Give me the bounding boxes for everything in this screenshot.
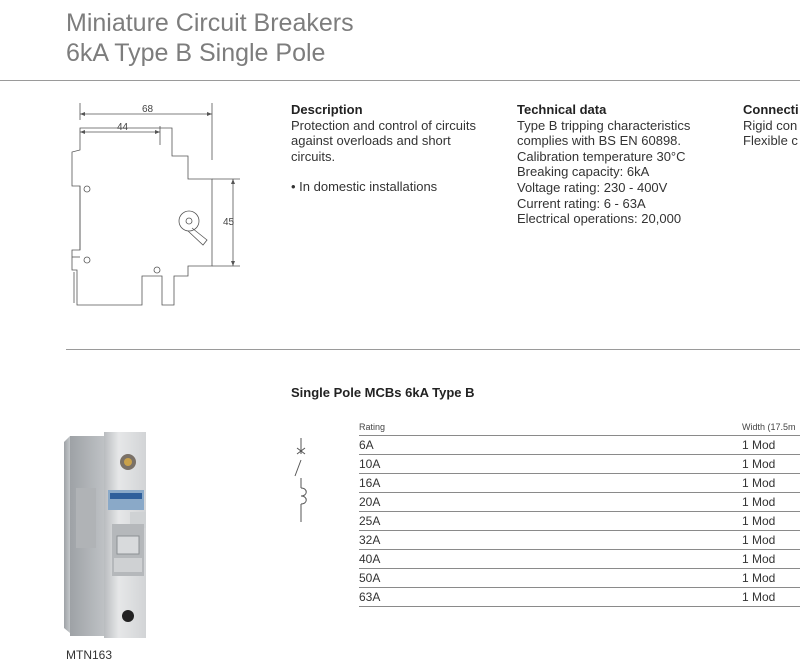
technical-line: Type B tripping characteristics [517,117,691,133]
connection-block [743,102,800,149]
column-header-width: Width (17.5m [742,422,796,432]
rating-cell: 6A [359,438,374,452]
section-divider [66,349,800,350]
rating-cell: 25A [359,514,381,528]
technical-line: Electrical operations: 20,000 [517,211,682,227]
description-line: circuits. [291,148,336,164]
rating-cell: 50A [359,571,381,585]
table-row [359,455,800,474]
width-cell: 1 Mod [742,552,776,566]
dim-width-total-label: 68 [142,104,154,115]
rating-cell: 16A [359,476,381,490]
technical-line: Breaking capacity: 6kA [517,164,650,180]
header-divider [0,80,800,81]
description-line: against overloads and short [291,133,451,149]
width-cell: 1 Mod [742,476,776,490]
technical-line: Voltage rating: 230 - 400V [517,179,668,195]
technical-line: complies with BS EN 60898. [517,133,682,149]
description-line: Protection and control of circuits [291,117,476,133]
width-cell: 1 Mod [742,495,776,509]
width-cell: 1 Mod [742,438,776,452]
description-bullet: • In domestic installations [291,179,438,195]
switch-symbol-icon [290,436,314,526]
technical-heading: Technical data [517,102,607,117]
rating-cell: 63A [359,590,381,604]
title-line-1: Miniature Circuit Breakers [66,9,354,37]
table-row [359,436,800,455]
ratings-table [359,420,800,607]
rating-cell: 32A [359,533,381,547]
table-row [359,474,800,493]
table-row [359,550,800,569]
table-row [359,569,800,588]
circuit-breaker-photo [62,428,162,643]
rating-cell: 40A [359,552,381,566]
description-heading: Description [291,102,363,117]
width-cell: 1 Mod [742,533,776,547]
table-row [359,531,800,550]
page-title [66,8,354,68]
width-cell: 1 Mod [742,571,776,585]
technical-line: Current rating: 6 - 63A [517,195,646,211]
connection-heading: Connecti [743,102,799,117]
width-cell: 1 Mod [742,514,776,528]
technical-line: Calibration temperature 30°C [517,148,686,164]
title-line-2: 6kA Type B Single Pole [66,39,326,67]
rating-cell: 20A [359,495,381,509]
column-header-rating: Rating [359,422,386,432]
connection-line: Flexible c [743,133,798,149]
description-block [291,102,476,195]
breaker-dimension-drawing [62,100,252,315]
product-code: MTN163 [66,648,113,662]
dim-width-inner-label: 44 [117,122,129,133]
dim-height-label: 45 [223,217,235,228]
width-cell: 1 Mod [742,590,776,604]
width-cell: 1 Mod [742,457,776,471]
technical-data-block [517,102,690,227]
table-row [359,588,800,607]
table-row [359,493,800,512]
table-title: Single Pole MCBs 6kA Type B [291,385,475,400]
table-row [359,512,800,531]
table-header-row [359,420,800,436]
connection-line: Rigid con [743,117,798,133]
rating-cell: 10A [359,457,381,471]
